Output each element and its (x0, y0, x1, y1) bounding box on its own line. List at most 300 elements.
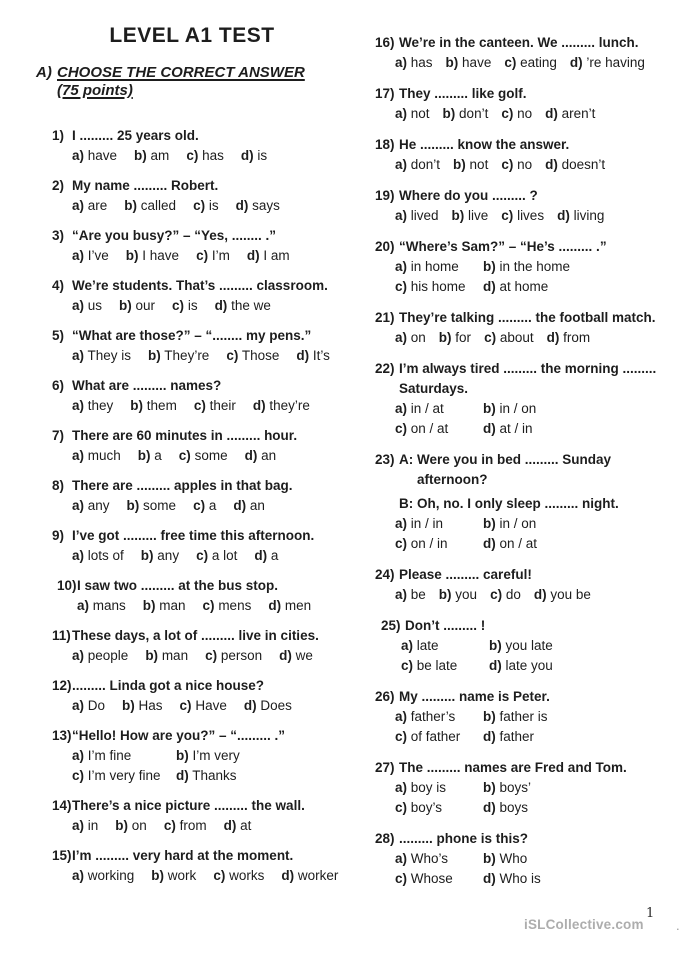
option-text: mans (89, 598, 126, 613)
question-item (375, 237, 677, 297)
option-text: their (205, 398, 236, 413)
question-row (375, 135, 677, 155)
option-text: at home (495, 279, 549, 294)
answer-option (247, 246, 290, 266)
option-text: is (253, 148, 268, 163)
answer-option (483, 277, 677, 297)
question-row (375, 359, 677, 399)
question-number: 25) (381, 618, 401, 633)
question-row (375, 84, 677, 104)
question-item (52, 726, 348, 786)
answer-option (395, 277, 483, 297)
option-text: Who is (495, 871, 541, 886)
question-options (72, 296, 348, 316)
question-row (52, 276, 348, 296)
question-row (375, 450, 677, 514)
answer-option (72, 546, 124, 566)
question-item (52, 426, 348, 466)
question-item (52, 226, 348, 266)
option-key: c) (395, 279, 408, 294)
answer-option (557, 206, 604, 226)
question-text-line: ......... phone is this? (399, 831, 529, 846)
answer-option (446, 53, 492, 73)
answer-option (196, 546, 237, 566)
answer-option (72, 866, 134, 886)
answer-option (489, 636, 677, 656)
question-number: 22) (375, 361, 395, 376)
answer-option (72, 146, 117, 166)
question-text-line: “Where’s Sam?” – “He’s ......... .” (399, 239, 607, 254)
question-options (72, 146, 348, 166)
option-text: you be (546, 587, 591, 602)
question-text-line: afternoon? (417, 472, 488, 487)
option-key: a) (395, 401, 408, 416)
question-row (375, 565, 677, 585)
question-row (375, 687, 677, 707)
option-key: d) (483, 421, 496, 436)
question-number: 13) (52, 728, 72, 743)
answer-option (151, 866, 196, 886)
answer-option (72, 816, 98, 836)
question-number: 8) (52, 478, 65, 493)
question-item (52, 376, 348, 416)
option-text: I’m (208, 248, 230, 263)
answer-option (224, 816, 252, 836)
answer-option (395, 328, 426, 348)
option-text: on (128, 818, 147, 833)
answer-option (395, 206, 439, 226)
option-key: c) (484, 330, 497, 345)
question-text-line: My name ......... Robert. (72, 178, 219, 193)
option-key: a) (72, 498, 85, 513)
option-text: they (84, 398, 114, 413)
question-row (52, 796, 348, 816)
answer-option (490, 585, 521, 605)
question-text-line: There are ......... apples in that bag. (72, 478, 293, 493)
option-key: d) (254, 548, 268, 563)
question-number: 11) (52, 628, 71, 643)
section-label: A) (36, 64, 52, 81)
option-key: c) (395, 800, 408, 815)
option-text: on (407, 330, 426, 345)
option-text: man (155, 598, 186, 613)
option-key: a) (395, 106, 408, 121)
answer-option (395, 104, 430, 124)
option-key: c) (490, 587, 503, 602)
answer-option (77, 596, 126, 616)
option-text: Those (238, 348, 280, 363)
question-number: 27) (375, 760, 395, 775)
option-key: b) (130, 398, 144, 413)
option-key: c) (395, 729, 408, 744)
question-text-line: He ......... know the answer. (399, 137, 570, 152)
option-key: d) (279, 648, 292, 663)
option-key: a) (72, 348, 85, 363)
option-text: at (236, 818, 252, 833)
question-item (52, 526, 348, 566)
option-text: don’t (407, 157, 441, 172)
question-number: 28) (375, 831, 395, 846)
option-text: says (248, 198, 280, 213)
question-row (52, 676, 348, 696)
option-key: c) (213, 868, 226, 883)
question-row (52, 476, 348, 496)
answer-option (395, 155, 440, 175)
answer-option (72, 446, 121, 466)
option-key: c) (395, 871, 408, 886)
option-key: b) (126, 498, 140, 513)
option-key: d) (483, 536, 496, 551)
question-text-line: Don’t ......... ! (405, 618, 486, 633)
answer-option (72, 766, 176, 786)
option-key: c) (501, 157, 514, 172)
answer-option (164, 816, 207, 836)
question-text (399, 237, 677, 257)
option-key: c) (193, 198, 206, 213)
option-text: father (495, 729, 535, 744)
option-key: d) (233, 498, 247, 513)
answer-option (483, 849, 677, 869)
question-number: 14) (52, 798, 72, 813)
option-text: has (198, 148, 224, 163)
option-text: no (513, 106, 533, 121)
option-key: d) (214, 298, 228, 313)
option-text: of father (407, 729, 461, 744)
option-text: them (143, 398, 177, 413)
option-text: Do (84, 698, 106, 713)
answer-option (141, 546, 179, 566)
option-text: I have (138, 248, 180, 263)
option-key: d) (246, 248, 260, 263)
question-options (72, 696, 348, 716)
answer-option (148, 346, 209, 366)
answer-option (281, 866, 338, 886)
answer-option (570, 53, 645, 73)
option-text: is (184, 298, 198, 313)
answer-option (501, 206, 544, 226)
option-text: a (205, 498, 217, 513)
option-key: c) (501, 208, 514, 223)
option-text: Whose (407, 871, 453, 886)
option-key: a) (72, 198, 85, 213)
option-text: called (137, 198, 177, 213)
option-text: a (267, 548, 279, 563)
question-options (72, 546, 348, 566)
question-text (399, 687, 677, 707)
option-text: Thanks (188, 768, 237, 783)
option-text: father is (495, 709, 548, 724)
section-text (57, 64, 305, 99)
right-column (375, 33, 677, 900)
option-key: d) (569, 55, 583, 70)
section-instruction: CHOOSE THE CORRECT ANSWER (57, 64, 305, 81)
question-text-line: A: Were you in bed ......... Sunday (399, 452, 612, 467)
option-key: b) (483, 851, 496, 866)
question-item (375, 135, 677, 175)
question-options (395, 257, 677, 297)
option-key: b) (142, 598, 156, 613)
answer-option (534, 585, 591, 605)
answer-option (395, 419, 483, 439)
option-key: b) (438, 587, 452, 602)
option-text: a (150, 448, 162, 463)
question-options (395, 585, 677, 605)
question-options (72, 396, 348, 416)
option-key: b) (483, 780, 496, 795)
option-text: boy’s (407, 800, 443, 815)
option-text: an (257, 448, 277, 463)
question-item (52, 276, 348, 316)
option-text: not (407, 106, 430, 121)
question-options (72, 246, 348, 266)
question-text-line: We’re in the canteen. We ......... lunch. (399, 35, 639, 50)
option-key: d) (235, 198, 249, 213)
question-row (375, 33, 677, 53)
answer-option (72, 496, 110, 516)
question-text (72, 426, 348, 446)
question-text-line: There are 60 minutes in ......... hour. (72, 428, 298, 443)
option-key: a) (395, 587, 408, 602)
option-key: a) (395, 208, 408, 223)
option-key: b) (137, 448, 151, 463)
section-points: (75 points) (57, 81, 133, 99)
question-text (72, 796, 348, 816)
question-item (52, 126, 348, 166)
option-key: b) (124, 198, 138, 213)
option-key: a) (395, 851, 408, 866)
question-options (72, 646, 348, 666)
option-key: d) (483, 279, 496, 294)
question-item (375, 450, 677, 554)
question-row (52, 426, 348, 446)
option-text: boys (495, 800, 529, 815)
option-text: no (513, 157, 533, 172)
option-key: c) (196, 548, 209, 563)
option-key: a) (72, 868, 85, 883)
option-key: c) (401, 658, 414, 673)
question-item (52, 796, 348, 836)
question-text (399, 565, 677, 585)
page-title: LEVEL A1 TEST (109, 24, 275, 47)
option-text: at / in (495, 421, 533, 436)
option-key: c) (196, 248, 209, 263)
option-text: do (502, 587, 521, 602)
question-options (77, 596, 348, 616)
option-text: working (84, 868, 135, 883)
answer-option (172, 296, 198, 316)
option-key: d) (557, 208, 570, 223)
question-row (375, 758, 677, 778)
question-number: 9) (52, 528, 65, 543)
question-text-line: I’ve got ......... free time this afternoon. (72, 528, 315, 543)
option-text: our (131, 298, 156, 313)
option-text: It’s (309, 348, 330, 363)
answer-option (186, 146, 224, 166)
option-text: the we (227, 298, 271, 313)
option-key: b) (442, 106, 456, 121)
option-key: a) (72, 398, 85, 413)
islcollective-watermark: iSLCollective.com (524, 917, 644, 932)
answer-option (483, 727, 677, 747)
answer-option (138, 446, 162, 466)
option-key: b) (483, 401, 496, 416)
answer-option (395, 534, 483, 554)
question-text (72, 476, 348, 496)
question-item (375, 186, 677, 226)
page-number: 1 (646, 906, 655, 921)
answer-option (501, 104, 532, 124)
option-text: don’t (455, 106, 489, 121)
answer-option (395, 257, 483, 277)
option-key: b) (134, 148, 147, 163)
option-key: a) (77, 598, 90, 613)
answer-option (179, 446, 228, 466)
answer-option (72, 296, 102, 316)
option-key: d) (483, 729, 496, 744)
question-number: 23) (375, 452, 395, 467)
option-text: father’s (407, 709, 456, 724)
question-row (375, 829, 677, 849)
option-text: any (153, 548, 180, 563)
answer-option (483, 707, 677, 727)
answer-option (72, 196, 107, 216)
question-options (72, 746, 348, 786)
option-text: boy is (407, 780, 447, 795)
question-row (52, 326, 348, 346)
option-text: I’ve (84, 248, 109, 263)
option-text: Has (134, 698, 163, 713)
option-key: a) (72, 148, 85, 163)
answer-option (245, 446, 277, 466)
option-text: I’m very (188, 748, 240, 763)
question-options (72, 816, 348, 836)
question-item (375, 33, 677, 73)
questions-right (375, 33, 677, 889)
question-options (395, 849, 677, 889)
answer-option (226, 346, 279, 366)
question-item (52, 676, 348, 716)
question-number: 10) (57, 578, 77, 593)
question-text-line: My ......... name is Peter. (399, 689, 550, 704)
option-key: b) (445, 55, 459, 70)
option-key: c) (395, 421, 408, 436)
answer-option (483, 257, 677, 277)
option-text: boys’ (495, 780, 532, 795)
answer-option (176, 766, 348, 786)
question-text (399, 33, 677, 53)
option-text: in / at (407, 401, 444, 416)
question-number: 18) (375, 137, 395, 152)
option-key: b) (125, 248, 139, 263)
question-text-line: I’m ......... very hard at the moment. (72, 848, 294, 863)
question-number: 4) (52, 278, 65, 293)
option-text: any (84, 498, 110, 513)
question-number: 20) (375, 239, 395, 254)
option-text: man (158, 648, 189, 663)
option-text: lived (407, 208, 439, 223)
question-row (52, 176, 348, 196)
answer-option (193, 496, 216, 516)
answer-option (213, 866, 264, 886)
option-text: be (407, 587, 426, 602)
question-text-line: Saturdays. (399, 381, 469, 396)
question-options (401, 636, 677, 676)
answer-option (215, 296, 271, 316)
option-key: d) (243, 698, 257, 713)
option-text: late (413, 638, 439, 653)
option-text: Who (495, 851, 528, 866)
answer-option (233, 496, 265, 516)
question-row (52, 846, 348, 866)
option-text: They is (84, 348, 132, 363)
option-text: I’m very fine (84, 768, 161, 783)
question-options (395, 104, 677, 124)
question-number: 5) (52, 328, 65, 343)
question-number: 15) (52, 848, 72, 863)
question-item (375, 687, 677, 747)
option-text: lots of (84, 548, 124, 563)
option-key: b) (489, 638, 502, 653)
question-text-line: They’re talking ......... the football match. (399, 310, 656, 325)
option-text: from (175, 818, 207, 833)
question-text (399, 135, 677, 155)
question-text (72, 726, 348, 746)
option-key: d) (545, 106, 558, 121)
question-number: 17) (375, 86, 395, 101)
option-key: d) (176, 768, 189, 783)
question-text-line: I saw two ......... at the bus stop. (77, 578, 279, 593)
option-text: mens (214, 598, 252, 613)
option-key: a) (395, 157, 408, 172)
question-row (375, 308, 677, 328)
option-key: c) (163, 818, 176, 833)
option-text: Have (191, 698, 227, 713)
option-key: b) (483, 709, 496, 724)
question-options (395, 155, 677, 175)
question-text-line: There’s a nice picture ......... the wall. (72, 798, 305, 813)
question-row (375, 186, 677, 206)
answer-option (122, 696, 163, 716)
question-text (405, 616, 677, 636)
question-item (57, 576, 348, 616)
answer-option (194, 396, 236, 416)
answer-option (401, 636, 489, 656)
option-text: you (451, 587, 478, 602)
option-text: on / at (407, 421, 449, 436)
option-text: some (139, 498, 177, 513)
question-options (395, 399, 677, 439)
questions-left (36, 126, 348, 886)
answer-option (395, 798, 483, 818)
option-text: us (84, 298, 103, 313)
question-item (375, 565, 677, 605)
question-text-line: “Hello! How are you?” – “......... .” (72, 728, 286, 743)
answer-option (72, 746, 176, 766)
option-text: people (84, 648, 129, 663)
answer-option (395, 869, 483, 889)
question-options (72, 496, 348, 516)
answer-option (236, 196, 280, 216)
option-text: ’re having (582, 55, 645, 70)
question-text (72, 846, 348, 866)
option-key: d) (545, 157, 558, 172)
option-text: is (205, 198, 219, 213)
option-text: works (225, 868, 265, 883)
answer-option (504, 53, 557, 73)
answer-option (268, 596, 311, 616)
option-key: b) (145, 648, 159, 663)
section-heading (36, 64, 348, 99)
